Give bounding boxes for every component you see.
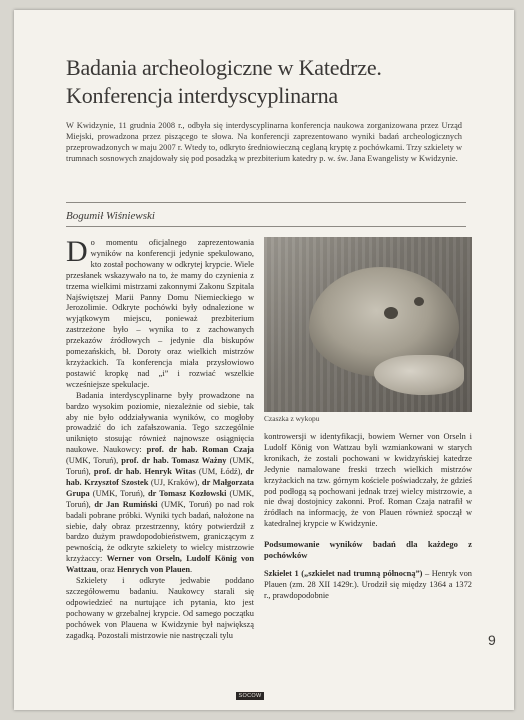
text: (UM, Łódź), (195, 467, 246, 477)
paragraph (264, 569, 472, 602)
page-number: 9 (488, 632, 496, 648)
person-name: dr Tomasz Kozłowski (147, 488, 227, 498)
text: . (190, 565, 193, 575)
divider-rule (66, 226, 466, 227)
person-name: Werner von Orseln, Ludolf König von Wattzau (66, 554, 255, 575)
skull-photo (264, 237, 472, 412)
footer-logo: SOCOW (236, 692, 264, 700)
person-name: prof. dr hab. Tomasz Ważny (121, 456, 227, 466)
body-column-right (264, 432, 472, 602)
paragraph (66, 391, 254, 576)
person-name: Henrych von Plauen (116, 565, 191, 575)
body-column-left (66, 235, 255, 642)
divider-rule (66, 202, 466, 203)
paragraph: kontrowersji w identyfikacji, bowiem Werner von Orseln i Ludolf König von Wattzau byli wzmiankowani w starych kronikach, że zostali pochowani w kwidzyńskiej katedrze Jedynie namalowane freski trzech wielkich mistrzów krzyżackich na tzw. górnym kościele poświadczały, że gdzieś pod podłogą są pochowani jednak trzej wielcy mistrzowie, a nie dwaj dostojnicy zakonni. Prof. Roman Czaja natrafił w źródłach na informację, że von Plauen również spoczął w katedralnej krypcie w Kwidzynie. (264, 432, 472, 529)
text: (UJ, Kraków), (148, 477, 202, 487)
article-lead: W Kwidzynie, 11 grudnia 2008 r., odbyła się interdyscyplinarna konferencja naukowa zorganizowana przez Urząd Miejski, prowadzona przez piszącego te słowa. Na konferencji zaprezentowano wyniki badań archeologicznych przeprowadzonych w maju 2007 r. Wtedy to, odkryto średniowieczną ceglaną kryptę z pochówkami. Trzy szkielety w trumnach sosnowych znajdowały się pod posadzką w prezbiterium katedry p. w. św. Jana Ewangelisty w Kwidzynie. (66, 121, 462, 163)
text: (UMK, Toruń), (66, 456, 122, 466)
text: , oraz (96, 565, 117, 575)
person-name: dr Małgorzata Grupa (66, 477, 254, 498)
person-name: prof. dr hab. Henryk Witas (93, 467, 196, 477)
skull-cavity (384, 307, 398, 319)
person-name: dr Jan Rumiński (94, 499, 158, 509)
section-heading: Podsumowanie wyników badań dla każdego z pochówków (264, 539, 472, 561)
skull-cavity (414, 297, 424, 306)
text: (UMK, Toruń), (66, 488, 254, 509)
article-title (66, 54, 486, 110)
text: (UMK, Toruń), (89, 488, 148, 498)
author-name: Bogumił Wiśniewski (66, 210, 155, 222)
paragraph (66, 235, 254, 391)
text: (UMK, Toruń), (66, 456, 254, 477)
person-name: prof. dr hab. Roman Czaja (146, 445, 254, 455)
text: (UMK, Toruń) po nad rok badali pobrane próbki. Wyniki tych badań, nałożone na siebie, dały obraz przestrzenny, który potwierdził z bardzo dużym prawdopodobieństwem, graniczącym z pewnością, że odkryte szkielety to wielcy mistrzowie krzyżaccy: (66, 499, 255, 564)
magazine-page (14, 10, 514, 710)
title-line-1: Badania archeologiczne w Katedrze. (66, 55, 382, 80)
title-line-2: Konferencja interdyscyplinarna (66, 83, 338, 108)
photo-caption: Czaszka z wykopu (264, 414, 320, 423)
drop-cap: D (66, 235, 88, 268)
paragraph-text: – Henryk von Plauen (zm. 28 XII 1429r.). Urodził się między 1364 a 1372 r., prawdopodobnie (264, 569, 472, 600)
skeleton-label: Szkielet 1 („szkielet nad trumną północną”) (264, 569, 423, 579)
person-name: dr hab. Krzysztof Szostek (66, 467, 255, 487)
paragraph-text: o momentu oficjalnego zaprezentowania wyników na konferencji jedynie spekulowano, kto został pochowany w odkrytej krypcie. Wiele przesłanek wskazywało na to, że mamy do czynienia z trzema wielkimi mistrzami zakonnymi Zakonu Szpitala Najświętszej Marii Panny Domu Niemieckiego w Jerozolimie. Odkryte pochówki były odnalezione w wyjątkowym miejscu, ponieważ prezbiterium zastrzeżone było – wynika to z zachowanych przekazów źródłowych – jedynie dla biskupów pomezańskich, bł. Doroty oraz wielkich mistrzów krzyżackich. Ta konferencja miała przysłowiowo postawić kropkę nad „i” i rozwiać wszelkie wcześniejsze spekulacje. (66, 238, 254, 389)
text: Badania interdyscyplinarne były prowadzone na bardzo wysokim poziomie, niezależnie od siebie, tak aby nie było oddziaływania wyników, co mogłoby prowadzić do ich zafałszowania. Tego szczególnie uniknięto stosując również najnowsze osiągnięcia naukowe. Naukowcy: (66, 390, 254, 455)
paragraph: Szkielety i odkryte jedwabie poddano szczegółowemu badaniu. Naukowcy starali się odpowiedzieć na nurtujące ich pytania, kto jest pochowany w grzebalnej krypcie. Od samego początku pochówek von Plauena w Kwidzynie był największą zagadką. Pozostali mistrzowie nie nastręczali tylu (66, 576, 254, 640)
